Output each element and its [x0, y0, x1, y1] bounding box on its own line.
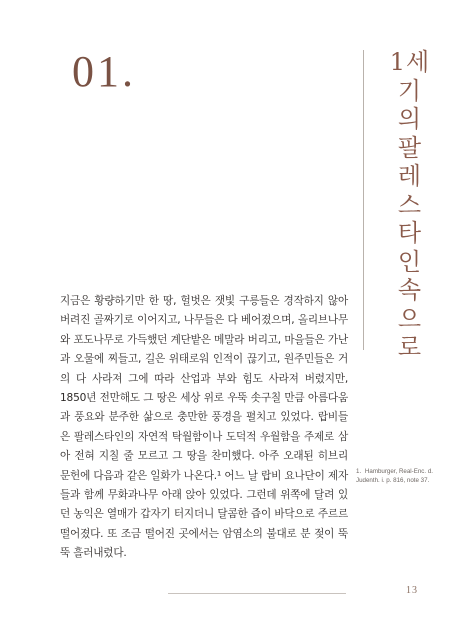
- page-number: 13: [406, 585, 418, 596]
- title-divider: [363, 50, 364, 350]
- chapter-number: 01.: [72, 47, 136, 96]
- chapter-title: 1세기의 팔레스타인 속으로: [389, 48, 431, 361]
- footnote: [356, 467, 448, 485]
- body-paragraph: 지금은 황량하기만 한 땅, 헐벗은 잿빛 구릉들은 경작하지 않아 버려진 골짜기로 이어지고, 나무들은 다 베어졌으며, 올리브나무와 포도나무로 가득했던 계단밭은 메말라 버리고, 마을들은 가난과 오물에 찌들고, 길은 위태로워 인적이 끊기고, 원주민들은 거의 다 사라져 그에 따라 산업과 부와 힘도 사라져 버렸지만, 1850년 전만해도 그 땅은 세상 위로 우뚝 솟구칠 만큼 아름다움과 풍요와 분주한 삶으로 충만한 풍경을 펼치고 있었다. 랍비들은 팔레스타인의 자연적 탁월함이나 도덕적 우월함을 주제로 삼아 전혀 지칠 줄 모르고 그 땅을 찬미했다. 아주 오래된 히브리 문헌에 다음과 같은 일화가 나온다.¹ 어느 날 랍비 요나단이 제자들과 함께 무화과나무 아래 앉아 있었다. 그런데 위쪽에 달려 있던 농익은 열매가 갑자기 터지더니 달콤한 즙이 바닥으로 주르르 떨어졌다. 또 조금 떨어진 곳에서는 암염소의 불대로 분 젖이 뚝뚝 흘러내렸다.: [60, 295, 348, 560]
- footnote-text: Hamburger, Real-Enc. d. Judenth. i. p. 816, note 37.: [356, 468, 433, 484]
- footer-rule: [168, 593, 346, 594]
- footnote-number: 1.: [356, 468, 362, 475]
